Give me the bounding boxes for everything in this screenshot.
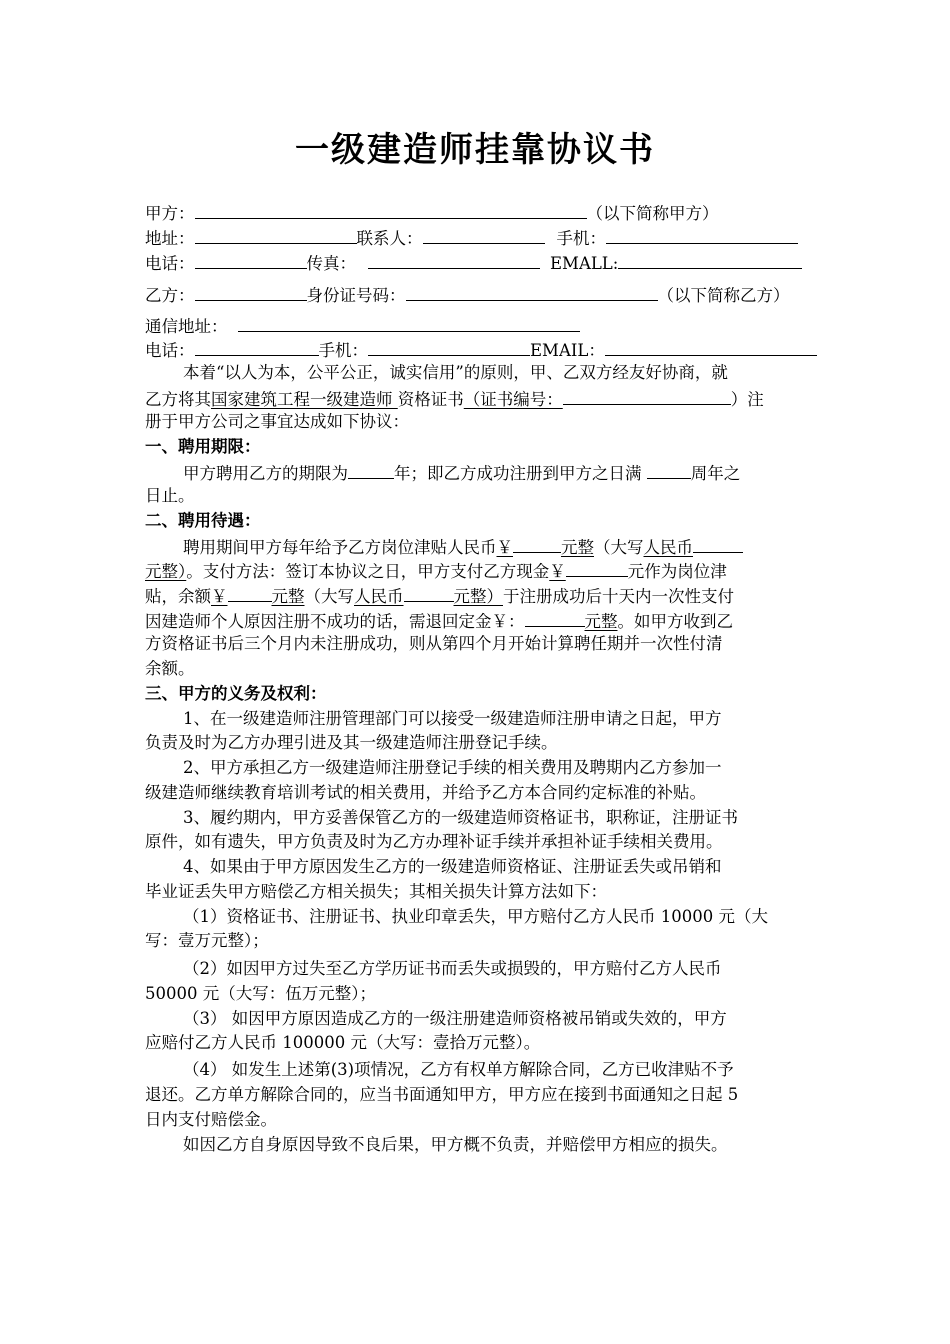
phone-b-field[interactable]	[195, 337, 319, 356]
fax-field[interactable]	[368, 250, 540, 269]
balance-uppercase-field[interactable]	[404, 583, 454, 602]
s3-line: 应赔付乙方人民币 100000 元（大写：壹拾万元整）。	[145, 1033, 541, 1052]
phone-b-label: 电话：	[145, 341, 195, 360]
phone-field[interactable]	[195, 250, 307, 269]
s2-line-4	[145, 608, 815, 634]
intro-line-3: 册于甲方公司之事宜达成如下协议：	[145, 412, 409, 431]
contact-field[interactable]	[423, 225, 545, 244]
s1-line-2: 日止。	[145, 486, 195, 505]
s2-line-2	[145, 558, 815, 584]
document-title: 一级建造师挂靠协议书	[295, 130, 655, 170]
email-field[interactable]	[618, 250, 802, 269]
party-a-field[interactable]	[195, 200, 587, 219]
fax-label: 传真：	[306, 254, 356, 273]
yuan-whole-close-2: 元整）	[453, 587, 503, 606]
section-2-heading: 二、聘用待遇：	[145, 511, 261, 530]
mobile-b-field[interactable]	[368, 337, 530, 356]
section-3-heading: 三、甲方的义务及权利：	[145, 684, 327, 703]
uppercase-label-2: （大写	[304, 587, 354, 606]
yuan-whole-deposit: 元整	[584, 612, 618, 631]
address-field[interactable]	[195, 225, 357, 244]
certificate-name: 国家建筑工程一级建造师	[211, 390, 398, 409]
s1-text-b: 年；即乙方成功注册到甲方之日满	[394, 464, 647, 483]
term-anniversary-field[interactable]	[647, 460, 691, 479]
s3-line: （1）资格证书、注册证书、执业印章丢失，甲方赔付乙方人民币 10000 元（大	[183, 907, 768, 926]
s3-line: 1、在一级建造师注册管理部门可以接受一级建造师注册申请之日起，甲方	[183, 709, 722, 728]
s3-line: （2）如因甲方过失至乙方学历证书而丢失或损毁的，甲方赔付乙方人民币	[183, 959, 722, 978]
s2-text-f: 因建造师个人原因注册不成功的话，需退回定金￥：	[145, 612, 525, 631]
intro-text: 乙方将其	[145, 390, 211, 409]
s2-text-g: 。如甲方收到乙	[617, 612, 733, 631]
s1-line-1	[183, 460, 853, 486]
id-label: 身份证号码：	[306, 286, 406, 305]
certificate-number-field[interactable]	[563, 386, 731, 405]
mail-address-field[interactable]	[238, 313, 580, 332]
s3-line: （3） 如因甲方原因造成乙方的一级注册建造师资格被吊销或失效的，甲方	[183, 1009, 727, 1028]
s3-line: 原件，如有遗失，甲方负责及时为乙方办理补证手续并承担补证手续相关费用。	[145, 832, 723, 851]
party-b-row	[145, 282, 815, 308]
s3-line: 负责及时为乙方办理引进及其一级建造师注册登记手续。	[145, 733, 558, 752]
s2-line-3	[145, 583, 815, 609]
annual-allowance-field[interactable]	[513, 534, 561, 553]
s2-line-5: 方资格证书后三个月内未注册成功，则从第四个月开始计算聘任期并一次性付清	[145, 634, 723, 653]
s2-line-6: 余额。	[145, 659, 195, 678]
s2-text-d: 贴，余额	[145, 587, 211, 606]
phone-b-row	[145, 337, 815, 363]
term-years-field[interactable]	[348, 460, 394, 479]
yuan-whole-close: 元整）	[145, 562, 187, 581]
yen-sign: ￥	[496, 538, 513, 557]
mail-address-row	[145, 313, 815, 339]
s3-line: 毕业证丢失甲方赔偿乙方相关损失；其相关损失计算方法如下：	[145, 882, 607, 901]
phone-row	[145, 250, 815, 276]
email-label: EMALL:	[550, 254, 619, 273]
party-a-label: 甲方：	[145, 204, 195, 223]
mobile-field[interactable]	[606, 225, 798, 244]
party-a-note: （以下简称甲方）	[586, 204, 719, 223]
intro-text-end: ）注	[730, 390, 764, 409]
s2-text-a: 聘用期间甲方每年给予乙方岗位津贴人民币	[183, 538, 497, 557]
s3-line: 日内支付赔偿金。	[145, 1110, 277, 1129]
section-1-heading: 一、聘用期限：	[145, 437, 261, 456]
phone-label: 电话：	[145, 254, 195, 273]
certificate-type: 资格证书	[397, 390, 464, 409]
s3-line: 如因乙方自身原因导致不良后果，甲方概不负责，并赔偿甲方相应的损失。	[183, 1135, 728, 1154]
yuan-whole: 元整	[561, 538, 594, 557]
mobile-label: 手机：	[556, 229, 606, 248]
s1-text-c: 周年之	[690, 464, 741, 483]
s3-line: （4） 如发生上述第(3)项情况，乙方有权单方解除合同，乙方已收津贴不予	[183, 1060, 734, 1079]
address-label: 地址：	[145, 229, 195, 248]
s2-line-1	[183, 534, 853, 560]
contact-label: 联系人：	[356, 229, 423, 248]
s3-line: 级建造师继续教育培训考试的相关费用，并给予乙方本合同约定标准的补贴。	[145, 783, 706, 802]
s3-line: 4、如果由于甲方原因发生乙方的一级建造师资格证、注册证丢失或吊销和	[183, 857, 722, 876]
s3-line: 退还。乙方单方解除合同的，应当书面通知甲方，甲方应在接到书面通知之日起 5	[145, 1085, 739, 1104]
yen-sign-cash: ￥	[549, 562, 566, 581]
email-b-label: EMAIL：	[530, 341, 605, 360]
rmb-label-2: 人民币	[354, 587, 404, 606]
annual-allowance-uppercase-field[interactable]	[693, 534, 743, 553]
email-b-field[interactable]	[605, 337, 817, 356]
party-a-row	[145, 200, 815, 226]
address-row	[145, 225, 815, 251]
cash-amount-field[interactable]	[566, 558, 628, 577]
s3-line: 50000 元（大写：伍万元整）；	[145, 984, 376, 1003]
party-b-note: （以下简称乙方）	[657, 286, 790, 305]
yen-sign-balance: ￥	[211, 587, 228, 606]
s3-line: 写：壹万元整）；	[145, 931, 269, 950]
balance-field[interactable]	[228, 583, 272, 602]
s2-text-b: 。支付方法：签订本协议之日，甲方支付乙方现金	[186, 562, 550, 581]
intro-line-1: 本着“以人为本，公平公正，诚实信用”的原则，甲、乙双方经友好协商，就	[183, 363, 728, 382]
uppercase-label: （大写	[594, 538, 644, 557]
s1-text-a: 甲方聘用乙方的期限为	[183, 464, 348, 483]
s3-line: 2、甲方承担乙方一级建造师注册登记手续的相关费用及聘期内乙方参加一	[183, 758, 722, 777]
s2-text-e: 于注册成功后十天内一次性支付	[503, 587, 734, 606]
deposit-field[interactable]	[525, 608, 585, 627]
s3-line: 3、履约期内，甲方妥善保管乙方的一级建造师资格证书，职称证，注册证书	[183, 808, 738, 827]
id-field[interactable]	[406, 282, 658, 301]
mobile-b-label: 手机：	[318, 341, 368, 360]
s2-text-c: 元作为岗位津	[627, 562, 727, 581]
mail-address-label: 通信地址：	[145, 317, 228, 336]
party-b-field[interactable]	[195, 282, 307, 301]
rmb-label: 人民币	[643, 538, 693, 557]
certificate-number-label: （证书编号：	[463, 390, 563, 409]
party-b-label: 乙方：	[145, 286, 195, 305]
intro-line-2	[145, 386, 815, 412]
yuan-whole-balance: 元整	[271, 587, 305, 606]
